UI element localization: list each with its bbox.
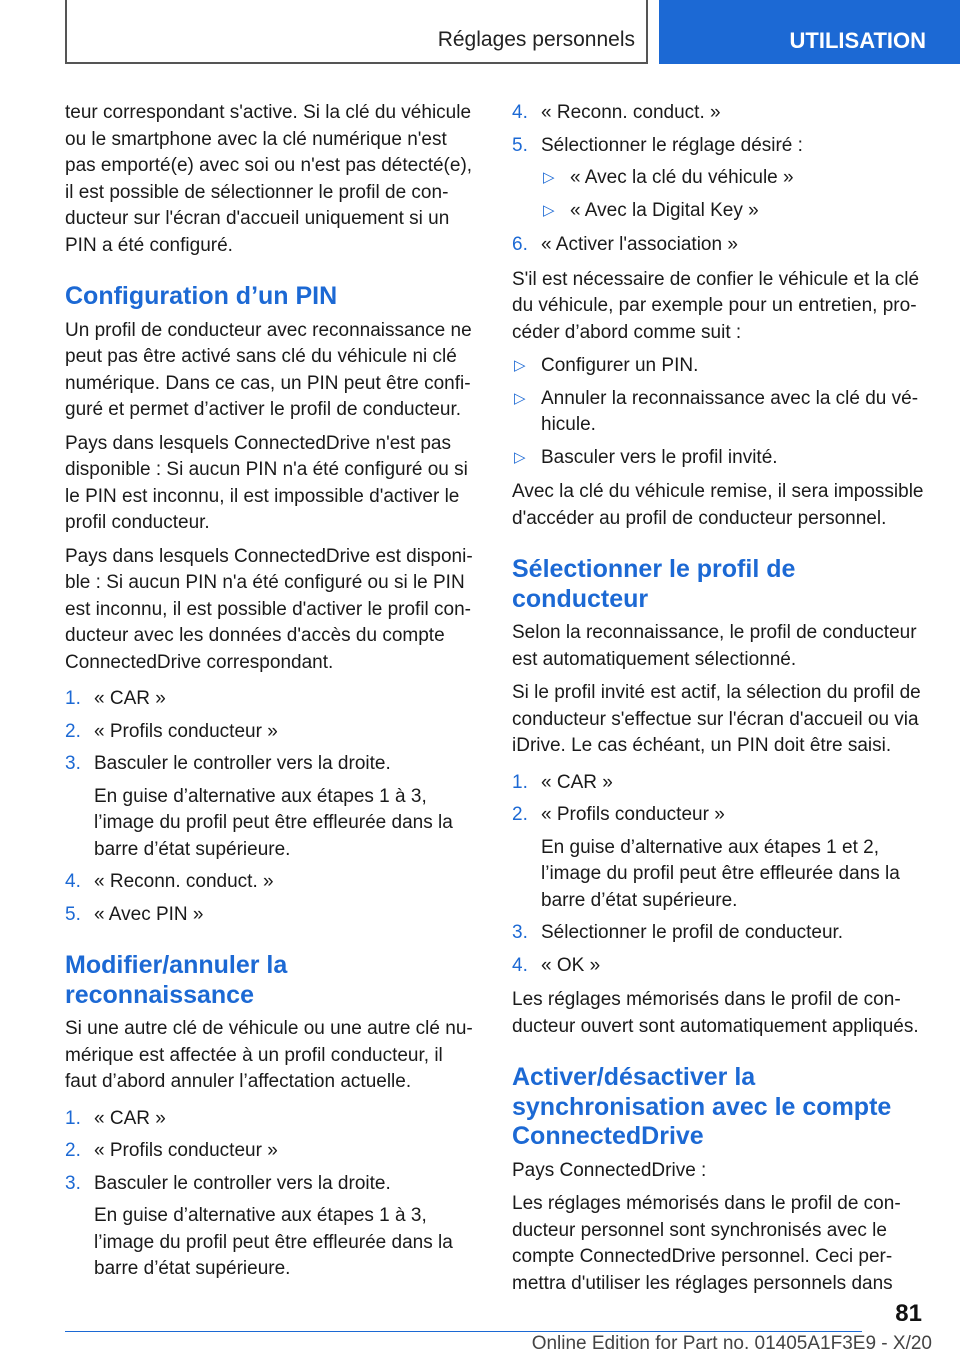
step-item	[65, 1106, 475, 1133]
step-text: « Avec PIN »	[94, 903, 204, 925]
step-text: « CAR »	[94, 688, 166, 709]
sub-options-list	[541, 165, 932, 224]
paragraph: Un profil de conducteur avec reconnaissance ne peut pas être activé sans clé du véhicule ni clé numérique. Dans ce cas, un PIN peut être configuré et permet d’activer le profil de conducteur.	[65, 319, 472, 420]
steps-list	[512, 770, 932, 980]
step-item	[512, 133, 932, 225]
heading-select-profile: Sélectionner le profil de conducteur	[512, 555, 796, 613]
step-item	[512, 953, 932, 980]
triangle-bullet-icon: ▷	[543, 201, 555, 219]
step-text: « Profils conducteur »	[94, 720, 278, 742]
edition-footer: Online Edition for Part no. 01405A1F3E9 - X/20	[531, 1333, 932, 1354]
step-text: « Reconn. conduct. »	[541, 102, 721, 123]
step-note: En guise d’alternative aux étapes 1 et 2, l’image du profil peut être effleurée dans la barre d’état supérieure.	[541, 836, 900, 911]
bullet-item	[512, 445, 932, 472]
bullet-item	[512, 386, 932, 439]
step-number: 4.	[512, 102, 528, 123]
step-text: « Profils conducteur »	[541, 804, 725, 825]
step-number: 4.	[65, 871, 81, 892]
step-item	[512, 920, 932, 947]
triangle-bullet-icon: ▷	[514, 448, 526, 466]
steps-list	[65, 1106, 475, 1283]
sub-option-text: « Avec la clé du véhicule »	[570, 167, 794, 188]
step-item	[512, 100, 932, 127]
step-number: 2.	[512, 804, 528, 825]
step-text: « CAR »	[541, 771, 613, 793]
chapter-tab[interactable]: UTILISATION	[659, 0, 960, 64]
step-item	[512, 802, 932, 914]
step-number: 3.	[65, 753, 81, 774]
bullet-text: Annuler la reconnaissance avec la clé du véhicule.	[541, 387, 919, 435]
paragraph: Pays dans lesquels ConnectedDrive est disponible : Si aucun PIN n'a été configuré ou si le PIN est inconnu, il est possible d'activer le profil conducteur avec les données d'accès du compte ConnectedDrive correspondant.	[65, 545, 473, 673]
step-item	[512, 232, 932, 259]
paragraph: Si une autre clé de véhicule ou une autre clé numérique est affectée à un profil conducteur, il faut d’abord annuler l’affectation actuelle.	[65, 1018, 473, 1092]
bullet-text: Basculer vers le profil invité.	[541, 446, 778, 468]
paragraph: Avec la clé du véhicule remise, il sera impossible d'accéder au profil de conducteur personnel.	[512, 481, 924, 529]
right-column	[512, 100, 932, 1304]
step-number: 2.	[65, 720, 81, 742]
step-text: Sélectionner le profil de conducteur.	[541, 922, 844, 943]
step-item	[65, 1138, 475, 1165]
paragraph: Selon la reconnaissance, le profil de conducteur est automatiquement sélectionné.	[512, 622, 917, 670]
step-item	[65, 719, 475, 746]
step-number: 1.	[512, 771, 528, 793]
heading-sync-connecteddrive: Activer/désactiver la synchronisation avec le compte ConnectedDrive	[512, 1063, 892, 1150]
step-item	[65, 869, 475, 896]
step-number: 4.	[512, 954, 528, 976]
paragraph: Les réglages mémorisés dans le profil de conducteur ouvert sont automatiquement appliqués.	[512, 989, 919, 1037]
sub-option	[541, 198, 932, 225]
triangle-bullet-icon: ▷	[514, 389, 526, 407]
step-number: 6.	[512, 234, 528, 255]
paragraph: Si le profil invité est actif, la sélection du profil de conducteur s'effectue sur l'écran d'accueil ou via iDrive. Le cas échéant, un PIN doit être saisi.	[512, 682, 921, 756]
step-note: En guise d’alternative aux étapes 1 à 3, l’image du profil peut être effleurée dans la barre d’état supérieure.	[94, 785, 453, 860]
paragraph: Pays ConnectedDrive :	[512, 1159, 707, 1181]
step-item	[512, 770, 932, 797]
step-number: 1.	[65, 688, 81, 709]
step-text: « Activer l'association »	[541, 234, 738, 255]
sub-option	[541, 165, 932, 192]
paragraph: S'il est nécessaire de confier le véhicule et la clé du véhicule, par exemple pour un entretien, procéder d’abord comme suit :	[512, 268, 920, 343]
step-number: 1.	[65, 1107, 81, 1129]
step-text: « Profils conducteur »	[94, 1140, 278, 1161]
left-column	[65, 100, 475, 1291]
section-title: Réglages personnels	[437, 28, 635, 51]
steps-list	[65, 686, 475, 928]
step-text: Basculer le controller vers la droite.	[94, 1172, 391, 1194]
step-item	[65, 902, 475, 929]
paragraph: teur correspondant s'active. Si la clé du véhicule ou le smartphone avec la clé numérique n'est pas emporté(e) avec soi ou n'est pas détecté(e), il est possible de sélectionner le profil de conducteur sur l'écran d'accueil uniquement si un PIN a été configuré.	[65, 102, 473, 256]
heading-modify-recognition: Modifier/annuler la reconnaissance	[65, 951, 288, 1009]
step-text: Basculer le controller vers la droite.	[94, 753, 391, 774]
triangle-bullet-icon: ▷	[514, 357, 526, 374]
step-number: 5.	[512, 134, 528, 156]
bullet-item	[512, 353, 932, 380]
bullet-list	[512, 353, 932, 471]
step-item	[65, 751, 475, 863]
step-number: 2.	[65, 1140, 81, 1161]
step-number: 3.	[512, 922, 528, 943]
sub-option-text: « Avec la Digital Key »	[570, 199, 759, 221]
bullet-text: Configurer un PIN.	[541, 355, 699, 376]
paragraph: Pays dans lesquels ConnectedDrive n'est pas disponible : Si aucun PIN n'a été configuré ou si le PIN est inconnu, il est impossible d'activer le profil conducteur.	[65, 432, 468, 533]
step-number: 3.	[65, 1172, 81, 1194]
step-item	[65, 686, 475, 713]
paragraph: Les réglages mémorisés dans le profil de conducteur personnel sont synchronisés avec le compte ConnectedDrive personnel. Ceci permettra d'utiliser les réglages personnels dans	[512, 1193, 901, 1294]
step-item	[65, 1171, 475, 1283]
step-text: Sélectionner le réglage désiré :	[541, 134, 803, 156]
steps-list	[512, 100, 932, 259]
heading-configure-pin: Configuration d’un PIN	[65, 282, 338, 310]
step-text: « CAR »	[94, 1107, 166, 1129]
step-note: En guise d’alternative aux étapes 1 à 3, l’image du profil peut être effleurée dans la barre d’état supérieure.	[94, 1205, 453, 1279]
step-text: « Reconn. conduct. »	[94, 871, 274, 892]
triangle-bullet-icon: ▷	[543, 169, 555, 186]
page-number: 81	[895, 1300, 922, 1327]
footer-divider	[65, 1331, 862, 1332]
step-text: « OK »	[541, 954, 601, 976]
step-number: 5.	[65, 903, 81, 925]
